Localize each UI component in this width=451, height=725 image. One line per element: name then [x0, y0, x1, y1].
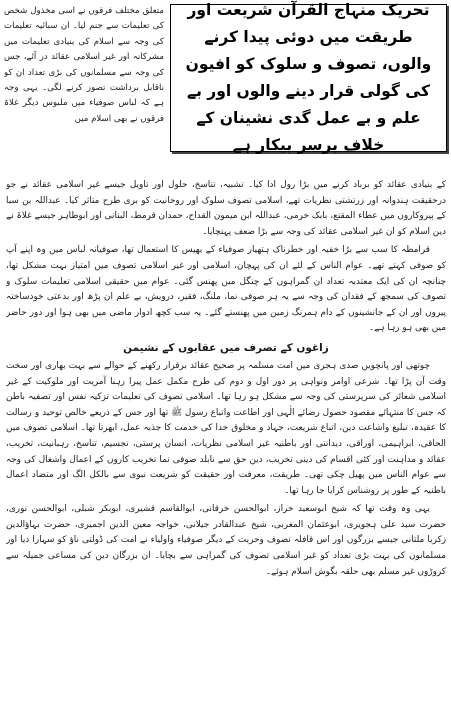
paragraph-1: کے بنیادی عقائد کو برباد کرنے میں بڑا رول ادا کیا۔ تشبیہ، تناسخ، حلول اور تاویل جیسے غیر اسلامی عقائد نے جو درحقیقت ہندوانہ اور زرتشتی نظریات تھے، اسلامی تصوف سلوک اور روحانیت کو بری طرح متاثر کیا۔ عبداللہ بن سبا کے پیروکاروں میں عطاء المقنع، بابک خرمی، عبداللہ ابن میمون القداح، حمدان قرمط، البنانی اور ابوطاہر جیسے غلاۃ نے دین اسلام کو ان غیر اسلامی عقائد کی وجہ سے بڑا ضعف پہنچایا۔	[6, 180, 446, 237]
paragraph-2: قرامطہ کا سب سے بڑا خفیہ اور خطرناک ہتھیار صوفیاء کے بھیس کا استعمال تھا، صوفیانہ لباس میں وہ اپنے آپ کو صوفی کہتے تھے۔ عوام الناس کے لئے ان کی پہچان، اسلامی اور غیر اسلامی تصوف میں امتیاز بہت مشکل تھا، چنانچہ ان کی ایک معتدبہ تعداد ان گمراہوں کے چنگل میں پھنس گئی۔ عوام میں حقیقی اسلامی تعلیمات سلوک و تصوف کی سمجھ کے فقدان کی وجہ سے یہ ہر صوفی نما، ملنگ، فقیر، درویش، بے علم ان پڑھ اور بدعتی خودساختہ پیروں اور ان کے جانشینوں کے دام ہمرنگ زمین میں پھنستے گئے۔ یہ سب کچھ ادوار ماضی میں بھی ہوا اور دور حاضر میں بھی ہو رہا ہے۔	[6, 245, 446, 334]
article-body	[6, 178, 446, 722]
headline-box	[170, 1, 447, 154]
paragraph-4: یہی وہ وقت تھا کہ شیخ ابوسعید خراز، ابوالحسن خرقانی، ابوالقاسم قشیری، ابوبکر شبلی، ابوالحسن نوری، حضرت سید علی ہجویری، ابوعثمان المغربی، شیخ عبدالقادر جیلانی، خواجہ معین الدین اجمیری، حضرت بہاؤالدین زکریا ملتانی جیسے بزرگوں اور اس قافلہ تصوف وحریت کے دیگر صوفیاء واولیاء نے امت کی ڈولتی ناؤ کو سہارا دیا اور مسلمانوں کی بہت بڑی تعداد کو غیر اسلامی تصوف کی گمراہی سے بچایا۔ ان بزرگان دین کی مساعی جمیلہ سے کروڑوں غیر مسلم بھی حلقہ بگوش اسلام ہوئے۔	[6, 504, 446, 577]
side-column-text: متعلق مختلف فرقوں نے اسی مخذول شخص کی تعلیمات سے جنم لیا۔ ان سبائیہ تعلیمات کی وجہ سے اسلام کی بنیادی تعلیمات میں مشرکانہ اور غیر اسلامی عقائد در آئے، جس کی وجہ سے مسلمانوں کی بڑی تعداد ان کو ناقابل برداشت تصور کرنے لگی۔ یہی وجہ ہے کہ لباس صوفیاء میں ملبوس دیگر غلاۃ فرقوں نے بھی اسلام میں	[4, 6, 164, 124]
paragraph-3: چوتھی اور پانچویں صدی ہجری میں امت مسلمہ پر صحیح عقائد برقرار رکھنے کے حوالے سے بہت بھاری اور سخت وقت آن پڑا تھا۔ شرعی اوامر ونواہی پر دور اول و دوم کی طرح مکمل عمل پیرا رہنا آمریت اور ملوکیت کے غیر اسلامی شعائر کی سرپرستی کی وجہ سے مشکل ہو رہا تھا۔ اسلامی تصوف کی تعلیمات تزکیہ نفس اور تصفیہ باطن کہ جس کا منتہائے مقصود حصول رضائے الٰہی اور اطاعت واتباع رسول ﷺ تھا اور جس کے ذریعے خالص توحید و رسالت کا عقیدہ، تبلیغ واشاعت دین، اتباع شریعت، جہاد و مخلوق خدا کی خدمت کا جذبہ عمل، ابھرتا تھا۔ اسلامی تصوف میں الحاقی، ابراہیمی، اوراقی، دیدانتی اور باطنیہ غیر اسلامی نظریات، انسان پرستی، تجسیم، تناسخ، رہبانیت، تخریب، عقائد و مداہنت اور کئی اقسام کی دینی تخریب، دین حق سے نابلد صوفی نما تخریب کاروں کے اعمال واشغال کی وجہ سے عوام الناس میں پھیل چکی تھی۔ طریقت، معرفت اور حقیقت کو شریعت نبوی سے بالکل الگ اور متضاد اعمال باطنیہ کے طور پر روشناس کرایا جا رہا تھا۔	[6, 360, 446, 496]
headline-text: تحریک منہاج القرآن شریعت اور طریقت میں دوئی پیدا کرنے والوں، تصوف و سلوک کو افیون کی گولی قرار دینے والوں اور بے علم و بے عمل گدی نشینان کے خلاف برسر پیکار ہے	[185, 1, 432, 154]
section-subheading: زاغوں کے تصرف میں عقابوں کے نشیمن	[123, 341, 329, 354]
